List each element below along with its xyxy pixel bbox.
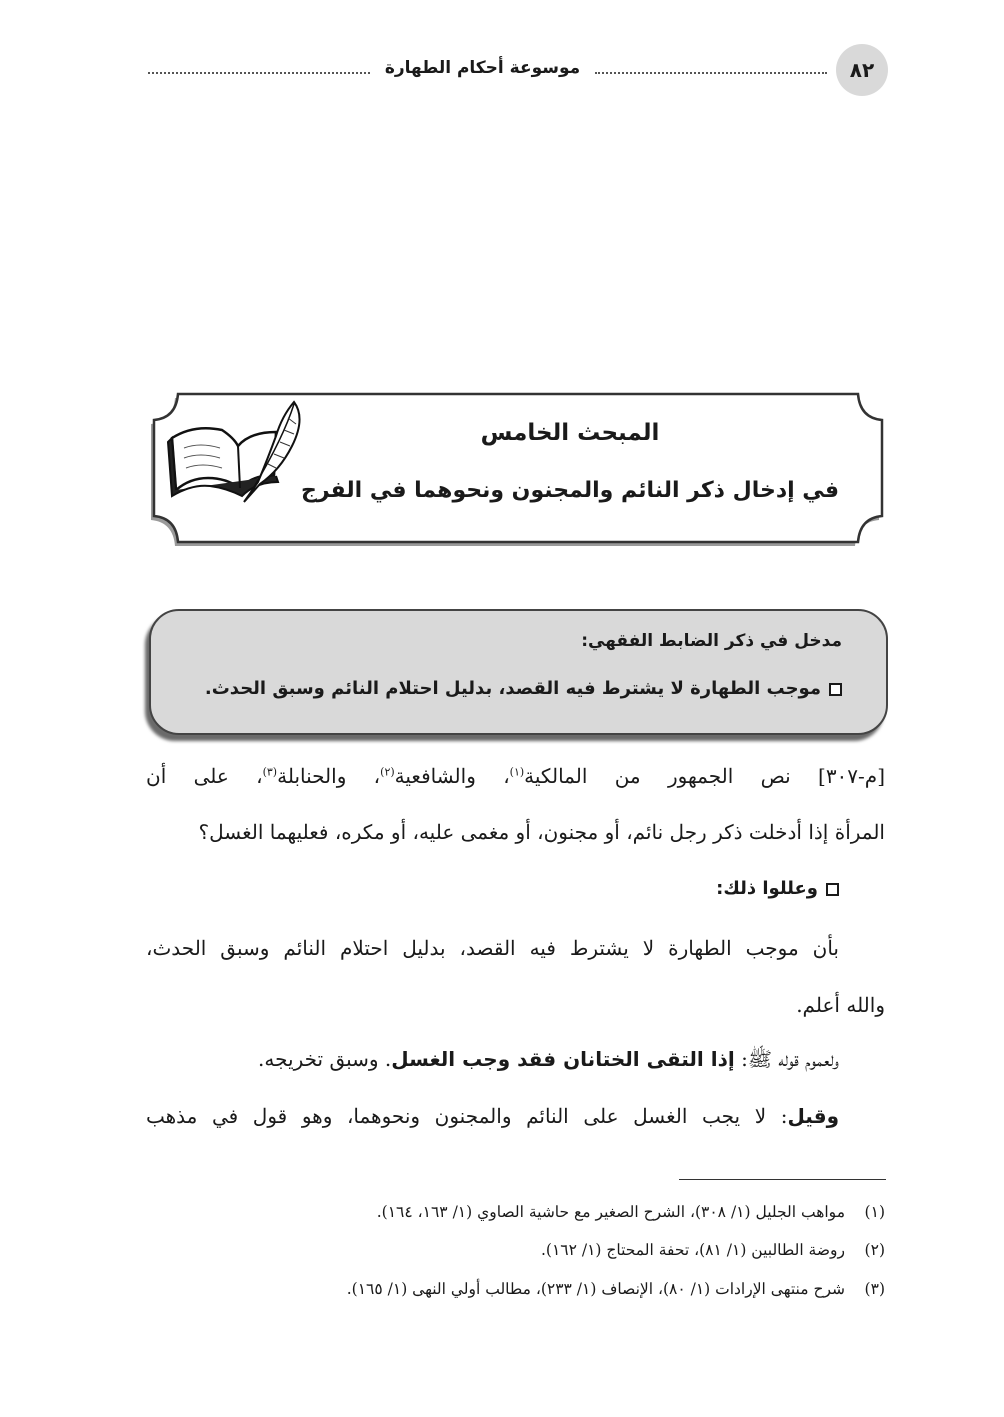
checkbox-bullet-icon	[829, 683, 842, 696]
reason-heading: وعللوا ذلك:	[716, 878, 818, 899]
paragraph-1-line-1	[146, 764, 885, 788]
footnote-ref-3[interactable]: (٣)	[262, 765, 278, 779]
footnote-separator	[679, 1179, 886, 1180]
footnote-number: (١)	[864, 1203, 885, 1221]
qil-text: : لا يجب الغسل على النائم والمجنون ونحوهما، وهو قول في مذهب	[146, 1104, 788, 1128]
footnote-number: (٣)	[864, 1280, 885, 1298]
reason-line-1: بأن موجب الطهارة لا يشترط فيه القصد، بدليل احتلام النائم وسبق الحدث،	[146, 936, 839, 960]
p1-text-d: ، على أن	[146, 764, 263, 788]
footnote-text: شرح منتهى الإرادات (١/ ٨٠)، الإنصاف (١/ ٢٣٣)، مطالب أولي النهى (١/ ١٦٥).	[346, 1280, 845, 1298]
p1-text-c: ، والحنابلة	[277, 764, 381, 788]
footnote-3	[347, 1280, 885, 1298]
hadith-line	[258, 1047, 839, 1076]
footnote-ref-2[interactable]: (٢)	[380, 765, 395, 779]
page-number-text: ٨٢	[849, 58, 875, 82]
reason-heading-line	[716, 878, 839, 899]
hadith-text: إذا التقى الختانان فقد وجب الغسل	[391, 1047, 735, 1071]
footnote-number: (٢)	[864, 1241, 885, 1259]
rule-text: موجب الطهارة لا يشترط فيه القصد، بدليل احتلام النائم وسبق الحدث.	[204, 678, 821, 699]
fiqh-rule-box	[149, 609, 888, 735]
hadith-tail: . وسبق تخريجه.	[258, 1047, 392, 1071]
reason-line-2: والله أعلم.	[796, 993, 885, 1017]
checkbox-bullet-icon	[826, 883, 839, 896]
hadith-intro: ولعموم قوله ﷺ:	[734, 1047, 839, 1071]
footnote-1	[377, 1203, 885, 1221]
section-subtitle: في إدخال ذكر النائم والمجنون ونحوهما في الفرج	[301, 478, 839, 503]
paragraph-1-line-2: المرأة إذا أدخلت ذكر رجل نائم، أو مجنون، أو مغمى عليه، أو مكره، فعليهما الغسل؟	[198, 820, 885, 844]
p1-text-a: [م-٣٠٧] نص الجمهور من المالكية	[524, 764, 885, 788]
rule-text-line	[205, 678, 842, 699]
qil-line	[146, 1104, 839, 1128]
footnote-ref-1[interactable]: (١)	[509, 765, 525, 779]
page-number	[836, 44, 888, 96]
footnote-2	[541, 1241, 885, 1259]
rule-heading: مدخل في ذكر الضابط الفقهي:	[581, 631, 842, 651]
qil-label: وقيل	[787, 1104, 839, 1128]
book-quill-icon	[164, 398, 309, 506]
p1-text-b: ، والشافعية	[394, 764, 510, 788]
header-dotted-line-left	[148, 72, 370, 74]
footnote-text: مواهب الجليل (١/ ٣٠٨)، الشرح الصغير مع حاشية الصاوي (١/ ١٦٣، ١٦٤).	[376, 1203, 845, 1221]
running-title: موسوعة أحكام الطهارة	[384, 58, 581, 78]
header-dotted-line-right	[595, 72, 827, 74]
section-title: المبحث الخامس	[480, 420, 660, 446]
footnote-text: روضة الطالبين (١/ ٨١)، تحفة المحتاج (١/ ١٦٢).	[540, 1241, 845, 1259]
